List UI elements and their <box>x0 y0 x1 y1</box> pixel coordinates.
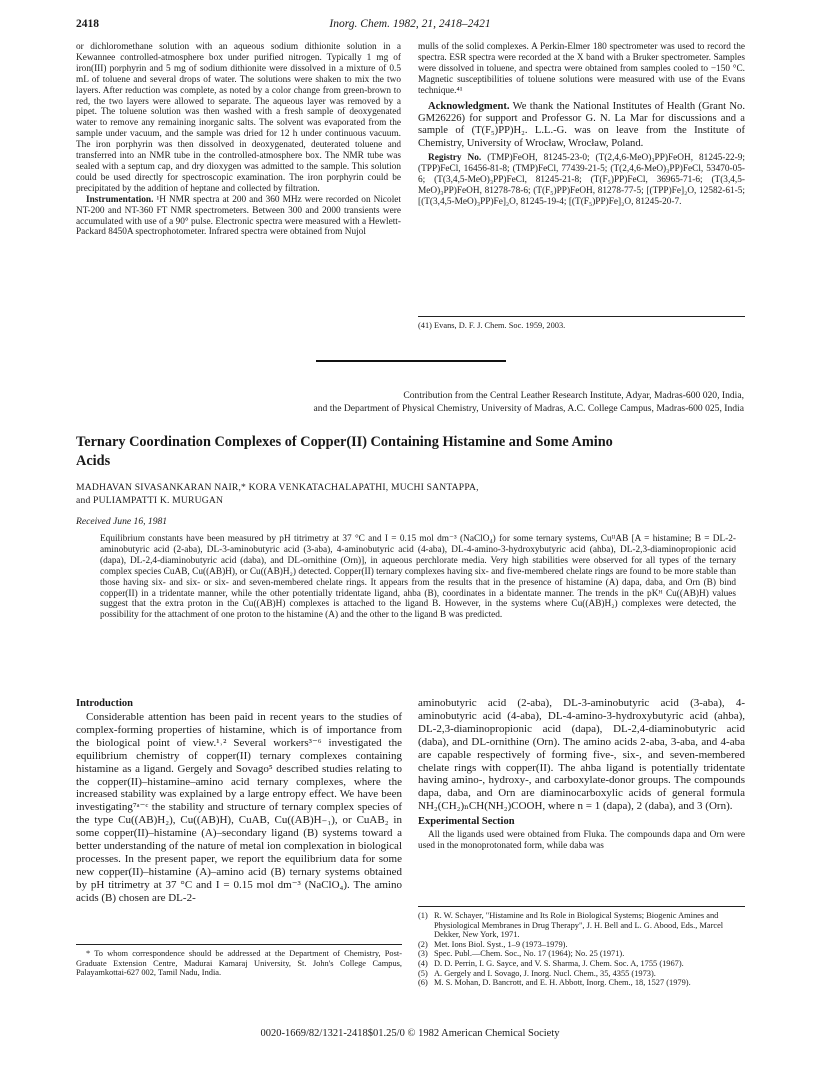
article-divider <box>316 360 506 362</box>
experimental-heading: Experimental Section <box>418 816 515 828</box>
reference-text: Met. Ions Biol. Syst., 1–9 (1973–1979). <box>434 939 568 949</box>
page-number: 2418 <box>76 18 99 30</box>
acknowledgment-heading: Acknowledgment. <box>428 100 510 112</box>
continuation-paragraph-right: mulls of the solid complexes. A Perkin-Elmer 180 spectrometer was used to record the spectra. ESR spectra were recorded at the X band with a Bruker spectrometer. Samples were dissolved in toluene, and spectra were obtained from samples cooled to −150 °C. Magnetic susceptibilities of toluene solutions were measured with use of the Evans technique.⁴¹ <box>418 42 745 96</box>
top-right-column <box>418 42 745 208</box>
introduction-text: Considerable attention has been paid in recent years to the studies of complex-forming properties of histamine, which is of importance from the biological point of view.¹˒² Several workers³⁻⁶ investigated the equilibrium chemistry of copper(II) ternary complexes containing histamine as a ligand. Gergely and Sovago⁵ described studies relating to the copper(II)–histamine–amino acid ternary complexes, where the increased stability was explained by a large entropy effect. We have been investigating⁷ᵃ⁻ᶜ the stability and structure of ternary complex species of the type Cu((AB)H₂), Cu((AB)H), CuAB, Cu((AB)H₋₁), or CuAB₂ in some copper(II)–histamine (A)–secondary ligand (B) systems toward a better understanding of the nature of metal ion complexation in biological processes. In the present paper, we report the equilibrium data for some new copper(II)–histamine (A)–amino acid (B) ternary systems obtained by pH titrimetry at 37 °C and I = 0.15 mol dm⁻³ (NaClO₄). The amino acids (B) chosen are DL-2- <box>76 711 402 904</box>
top-left-column <box>76 42 401 238</box>
page-header <box>76 18 744 32</box>
registry-paragraph <box>418 153 745 208</box>
affiliation-line-2: and the Department of Physical Chemistry, University of Madras, A.C. College Campus, Madras-600 025, India <box>313 402 744 414</box>
registry-heading: Registry No. <box>428 153 482 164</box>
reference-divider <box>418 316 745 317</box>
reference-number: (3) <box>418 949 428 959</box>
reference-number: (4) <box>418 958 428 968</box>
reference-text: R. W. Schayer, "Histamine and Its Role in Biological Systems; Biogenic Amines and Physiological Membranes in Drug Therapy", J. H. Bell and L. G. Abood, Eds., Marcel Dekker, New York, 1971. <box>434 911 724 940</box>
acknowledgment-text: We thank the National Institutes of Health (Grant No. GM26226) for support and Professor G. N. La Mar for discussions and a sample of (T(F₅)PP)H₂. L.L.-G. was on leave from the Institute of Chemistry, University of Wrocław, Wrocław, Poland. <box>418 100 745 149</box>
reference-number: (1) <box>418 911 428 920</box>
experimental-text: All the ligands used were obtained from Fluka. The compounds dapa and Orn were used in the monoprotonated form, while daba was <box>418 830 745 852</box>
introduction-continuation: aminobutyric acid (2-aba), DL-3-aminobutyric acid (3-aba), 4-aminobutyric acid (4-aba), DL-4-amino-3-hydroxybutyric acid (ahba), DL-2,3-diaminopropionic acid (dapa), DL-2,4-diaminobutyric acid (daba), and DL-ornithine (Orn). The amino acids 2-aba, 3-aba, and 4-aba are capable respectively of forming five-, six-, and seven-membered chelate rings with copper(II). The ahba ligand is potentially tridentate having amino-, hydroxy-, and carboxylate-donor groups. The compounds dapa, daba, and Orn are diaminocarboxylic acids of general formula NH₂(CH₂)ₙCH(NH₂)COOH, where n = 1 (dapa), 2 (daba), and 3 (Orn). <box>418 697 745 813</box>
reference-41: (41) Evans, D. F. J. Chem. Soc. 1959, 2003. <box>418 321 566 330</box>
footnote-divider <box>76 944 402 945</box>
reference-text: A. Gergely and I. Sovago, J. Inorg. Nucl. Chem., 35, 4355 (1973). <box>434 968 656 978</box>
reference-text: D. D. Perrin, I. G. Sayce, and V. S. Sharma, J. Chem. Soc. A, 1755 (1967). <box>434 958 684 968</box>
affiliation <box>76 390 744 415</box>
reference-item <box>418 959 745 969</box>
received-date: Received June 16, 1981 <box>76 516 168 527</box>
reference-number: (6) <box>418 978 428 988</box>
continuation-paragraph: or dichloromethane solution with an aqueous sodium dithionite solution in a Kewannee controlled-atmosphere box under purified nitrogen. Typically 1 mg of iron(III) porphyrin and 5 mg of sodium dithionite were dissolved in a mixture of 0.5 mL of toluene and several drops of water. The solutions were shaken to mix the two layers. After reduction was complete, as noted by a color change from green-brown to red, the two layers were allowed to separate. The aqueous layer was removed by a pipet. The toluene solution was then washed with a fresh sample of deoxygenated water to remove any remaining inorganic salts. The solvent was evaporated from the sample under vacuum, and the sample was dried for 12 h under continuous vacuum. The iron porphyrin was then dissolved in deoxygenated, deuterated toluene and transferred into an NMR tube in the controlled-atmosphere box. The NMR tube was sealed with a septum cap, and dry dioxygen was admitted to the sample. This solution could be used directly for spectroscopic examination. The iron porphyrin could be precipitated by the addition of heptane and collected by filtration. <box>76 42 401 194</box>
instrumentation-text: ¹H NMR spectra at 200 and 360 MHz were recorded on Nicolet NT-200 and NT-360 FT NMR spectrometers. Between 300 and 2000 transients were accumulated with use of a 90° pulse. Electronic spectra were measured with a Hewlett-Packard 8450A spectrophotometer. Infrared spectra were obtained from Nujol <box>76 194 401 238</box>
reference-item <box>418 978 745 988</box>
reference-item <box>418 949 745 959</box>
intro-right-column <box>418 697 745 852</box>
references-list <box>418 911 745 988</box>
title-line-2: Acids <box>76 453 111 469</box>
reference-item <box>418 969 745 979</box>
reference-text: Spec. Publ.—Chem. Soc., No. 17 (1964); No. 25 (1971). <box>434 949 625 959</box>
registry-text: (TMP)FeOH, 81245-23-0; (T(2,4,6-MeO)₃PP)FeOH, 81245-22-9; (TPP)FeCl, 16456-81-8; (TMP)FeCl, 77439-21-5; (T(2,4,6-MeO)₃PP)FeCl, 53470-05-6; (T(3,4,5-MeO)₃PP)FeCl, 81245-21-8; (T(F₅)PP)FeCl, 36965-71-6; (T(3,4,5-MeO)₃PP)FeOH, 81278-78-6; (T(F₅)PP)FeOH, 81278-77-5; [(TPP)Fe]₂O, 12582-61-5; [(T(3,4,5-MeO)₃PP)Fe]₂O, 81245-19-4; [(T(F₅)PP)Fe]₂O, 81245-20-7. <box>418 153 746 207</box>
acknowledgment-paragraph <box>418 101 745 151</box>
abstract: Equilibrium constants have been measured by pH titrimetry at 37 °C and I = 0.15 mol dm⁻³ (NaClO₄) for some ternary systems, CuᴵᴵAB [A = histamine; B = DL-2-aminobutyric acid (2-aba), DL-3-aminobutyric acid (3-aba), 4-aminobutyric acid (4-aba), DL-4-amino-3-hydroxybutyric acid (ahba), DL-2,3-diaminopropionic acid (dapa), DL-2,4-diaminobutyric acid (daba), and DL-ornithine (Orn)], in aqueous perchlorate media. Very high stabilities were observed for all types of the ternary complex species CuAB, Cu((AB)H), or Cu((AB)H₂) detected. Copper(II) ternary complexes having six- and five-membered chelate rings are found to be more stable than those having six- and six- or six- and seven-membered chelate rings. It appears from the results that in the presence of histamine (A) dapa, daba, and Orn (B) bind copper(II) in a tridentate manner, while the other potentially tridentate ligand, ahba (B), coordinates in a bidentate manner. The trends in the pKᴴ Cu((AB)H) values suggest that the extra proton in the Cu((AB)H) complexes is attached to the ligand B. However, in the systems where Cu((AB)H₂) complexes were detected, the possibility for the attachment of one proton to the histamine (A) and the other to the ligand B was predicted. <box>100 534 736 621</box>
intro-left-column <box>76 697 402 905</box>
affiliation-line-1: Contribution from the Central Leather Research Institute, Adyar, Madras-600 020, India, <box>403 390 744 401</box>
introduction-heading: Introduction <box>76 698 133 709</box>
reference-item <box>418 940 745 950</box>
authors-line-2: and PULIAMPATTI K. MURUGAN <box>76 494 224 506</box>
article-title <box>76 433 756 471</box>
correspondence-footnote: * To whom correspondence should be addressed at the Department of Chemistry, Post-Graduate Extension Centre, Madurai Kamaraj University, St. John's College Campus, Palayamkottai-627 002, Tamil Nadu, India. <box>76 949 402 978</box>
authors <box>76 482 744 507</box>
reference-number: (5) <box>418 968 428 978</box>
title-line-1: Ternary Coordination Complexes of Copper(II) Containing Histamine and Some Amino <box>76 434 613 450</box>
instrumentation-paragraph <box>76 195 401 239</box>
reference-item <box>418 911 745 940</box>
journal-citation: Inorg. Chem. 1982, 21, 2418–2421 <box>329 18 491 30</box>
reference-number: (2) <box>418 939 428 949</box>
references-divider <box>418 906 745 907</box>
page-footer: 0020-1669/82/1321-2418$01.25/0 © 1982 American Chemical Society <box>260 1028 560 1039</box>
instrumentation-heading: Instrumentation. <box>86 194 154 205</box>
reference-text: M. S. Mohan, D. Bancrott, and E. H. Abbott, Inorg. Chem., 18, 1527 (1979). <box>434 978 691 988</box>
authors-line-1: MADHAVAN SIVASANKARAN NAIR,* KORA VENKATACHALAPATHI, MUCHI SANTAPPA, <box>76 482 479 493</box>
